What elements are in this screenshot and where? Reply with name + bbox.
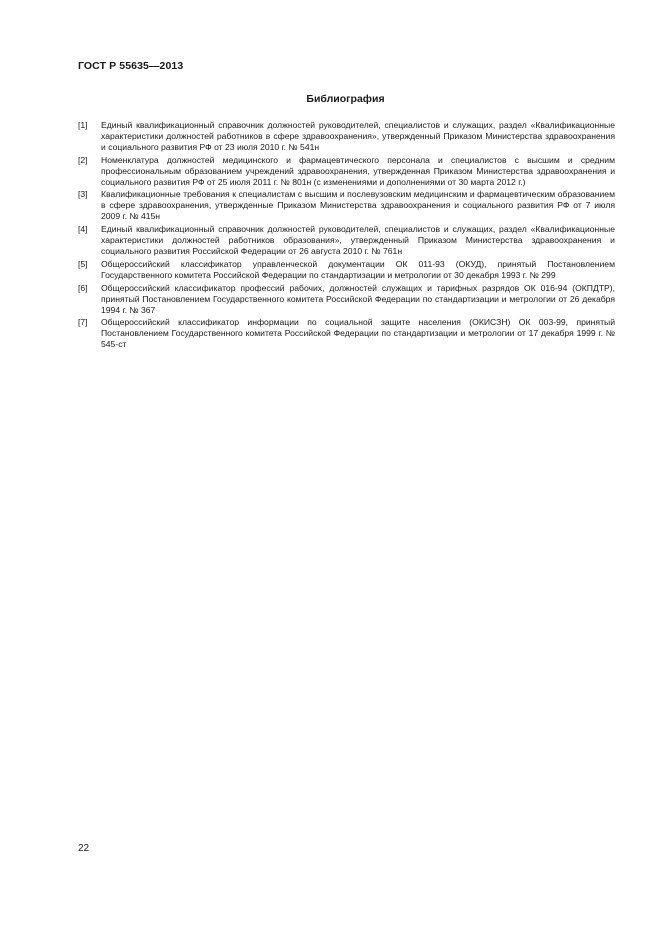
reference-number: [6]: [78, 282, 88, 293]
reference-number: [5]: [78, 258, 88, 269]
reference-text: Общероссийский классификатор управленческой документации ОК 011-93 (ОКУД), принятый Постановлением Государственного комитета Российской Федерации по стандартизации и метрологии от 30 декабря 1993 г. № 299: [101, 258, 615, 280]
reference-number: [2]: [78, 154, 88, 165]
reference-item: [78, 155, 615, 188]
reference-text: Номенклатура должностей медицинского и фармацевтического персонала и специалистов с высшим и средним профессиональным образованием учреждений здравоохранения, утвержденная Приказом Министерства здравоохранения и социального развития РФ от 25 июля 2011 г. № 801н (с изменениями и дополнениями от 30 марта 2012 г.): [101, 154, 615, 187]
reference-number: [7]: [78, 317, 88, 328]
reference-item: [78, 120, 615, 153]
reference-number: [1]: [78, 120, 88, 130]
reference-item: [78, 259, 615, 281]
reference-number: [4]: [78, 224, 88, 235]
page-number: 22: [78, 843, 90, 854]
reference-number: [3]: [78, 189, 88, 200]
standard-code: ГОСТ Р 55635—2013: [78, 60, 184, 72]
reference-text: Единый квалификационный справочник должностей руководителей, специалистов и служащих, раздел «Квалификационные характеристики должностей работников в сфере здравоохранения», утвержденный Приказом Министерства здравоохранения и социального развития РФ от 23 июля 2010 г. № 541н: [101, 120, 615, 152]
reference-text: Единый квалификационный справочник должностей руководителей, специалистов и служащих, раздел «Квалификационные характеристики должностей работников образования», утвержденный Приказом Министерства здравоохранения и социального развития Российской Федерации от 26 августа 2010 г. № 761н: [101, 224, 615, 256]
reference-text: Общероссийский классификатор информации по социальной защите населения (ОКИСЗН) ОК 003-99, принятый Постановлением Государственного комитета Российской Федерации по стандартизации и метрологии от 17 декабря 1999 г. № 545-ст: [101, 317, 615, 350]
reference-item: [78, 189, 615, 222]
bibliography-title: Библиография: [306, 93, 385, 105]
reference-item: [78, 317, 615, 350]
reference-list: [78, 120, 615, 352]
reference-item: [78, 283, 615, 316]
reference-item: [78, 224, 615, 257]
reference-text: Квалификационные требования к специалистам с высшим и послевузовским медицинским и фармацевтическим образованием в сфере здравоохранения, утвержденные Приказом Министерства здравоохранения и социального развития РФ от 7 июля 2009 г. № 415н: [101, 189, 615, 222]
reference-text: Общероссийский классификатор профессий рабочих, должностей служащих и тарифных разрядов ОК 016-94 (ОКПДТР), принятый Постановлением Государственного комитета Российской Федерации по стандартизации и метрологии от 26 декабря 1994 г. № 367: [101, 282, 615, 315]
